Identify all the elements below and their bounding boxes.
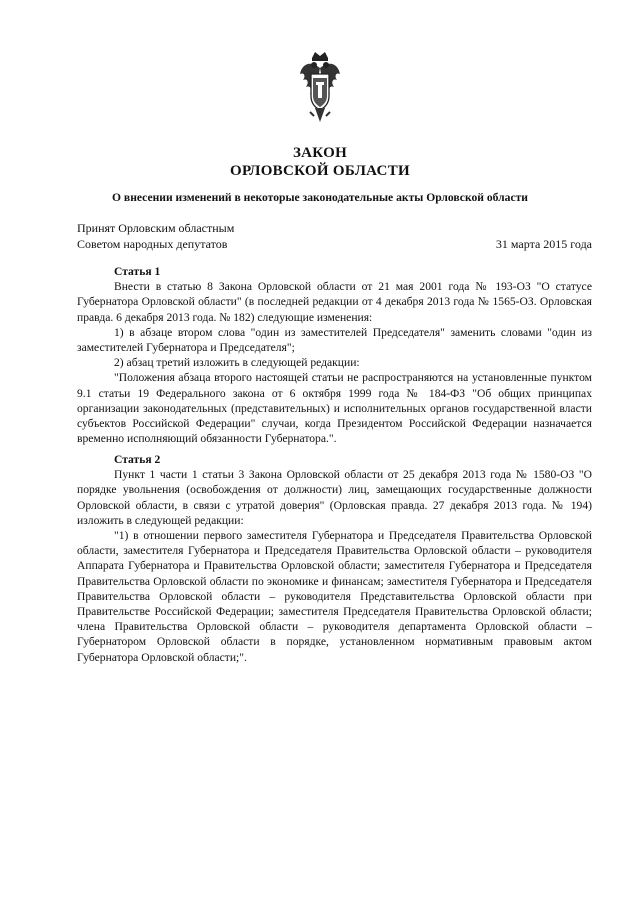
article-heading: Статья 2	[114, 453, 161, 466]
article-paragraph: 2) абзац третий изложить в следующей редакции:	[114, 356, 360, 370]
document-title: ЗАКОН	[292, 145, 348, 161]
article-paragraph: Внести в статью 8 Закона Орловской области от 21 мая 2001 года № 193-ОЗ "О статусе Губернатора Орловской области" (в последней редакции от 4 декабря 2013 года № 1565-ОЗ. Орловская правда. 6 декабря 2013 года. № 182) следующие изменения:	[77, 280, 592, 324]
article-paragraph: 1) в абзаце втором слова "один из заместителей Председателя" заменить словами "один из заместителей Губернатора и Председателя";	[77, 325, 592, 355]
article-paragraph: "1) в отношении первого заместителя Губернатора и Председателя Правительства Орловской области, заместителя Губернатора и Председателя Правительства Орловской области – руководителя Аппарата Губернатора и Правительства Орловской области; заместителя Губернатора и Председателя Правительства Орловской области по экономике и финансам; заместителя Губернатора и Председателя Правительства Орловской области – руководителя Представительства Орловской области при Правительстве Российской Федерации; заместителя Председателя Правительства Орловской области; члена Правительства Орловской области – руководителя департамента Орловской области – Губернатором Орловской области в порядке, установленном нормативным правовым актом Губернатора Орловской области;".	[77, 529, 592, 664]
adoption-date: 31 марта 2015 года	[495, 237, 592, 251]
article-heading: Статья 1	[114, 265, 161, 278]
document-title-region: ОРЛОВСКОЙ ОБЛАСТИ	[230, 163, 410, 179]
article-1	[77, 264, 592, 446]
adoption-statement	[77, 220, 234, 252]
adoption-line-1: Принят Орловским областным	[77, 221, 235, 235]
article-paragraph: "Положения абзаца второго настоящей статьи не распространяются на установленные пунктом 9.1 статьи 19 Федерального закона от 6 октября 1999 года № 184-ФЗ "Об общих принципах организации законодательных (представительных) и исполнительных органов государственной власти субъектов Российской Федерации" случаи, когда Президентом Российской Федерации назначается временно исполняющий обязанности Губернатора.".	[77, 371, 592, 446]
article-paragraph: Пункт 1 части 1 статьи 3 Закона Орловской области от 25 декабря 2013 года № 1580-ОЗ "О порядке увольнения (освобождения от должности) лиц, замещающих государственные должности Орловской области, в связи с утратой доверия" (Орловская правда. 27 декабря 2013 года. № 194) изложить в следующей редакции:	[77, 468, 592, 527]
article-2	[77, 452, 592, 665]
document-subtitle: О внесении изменений в некоторые законодательные акты Орловской области	[112, 191, 528, 204]
adoption-line-2: Советом народных депутатов	[77, 237, 228, 251]
coat-of-arms-emblem	[298, 50, 342, 130]
